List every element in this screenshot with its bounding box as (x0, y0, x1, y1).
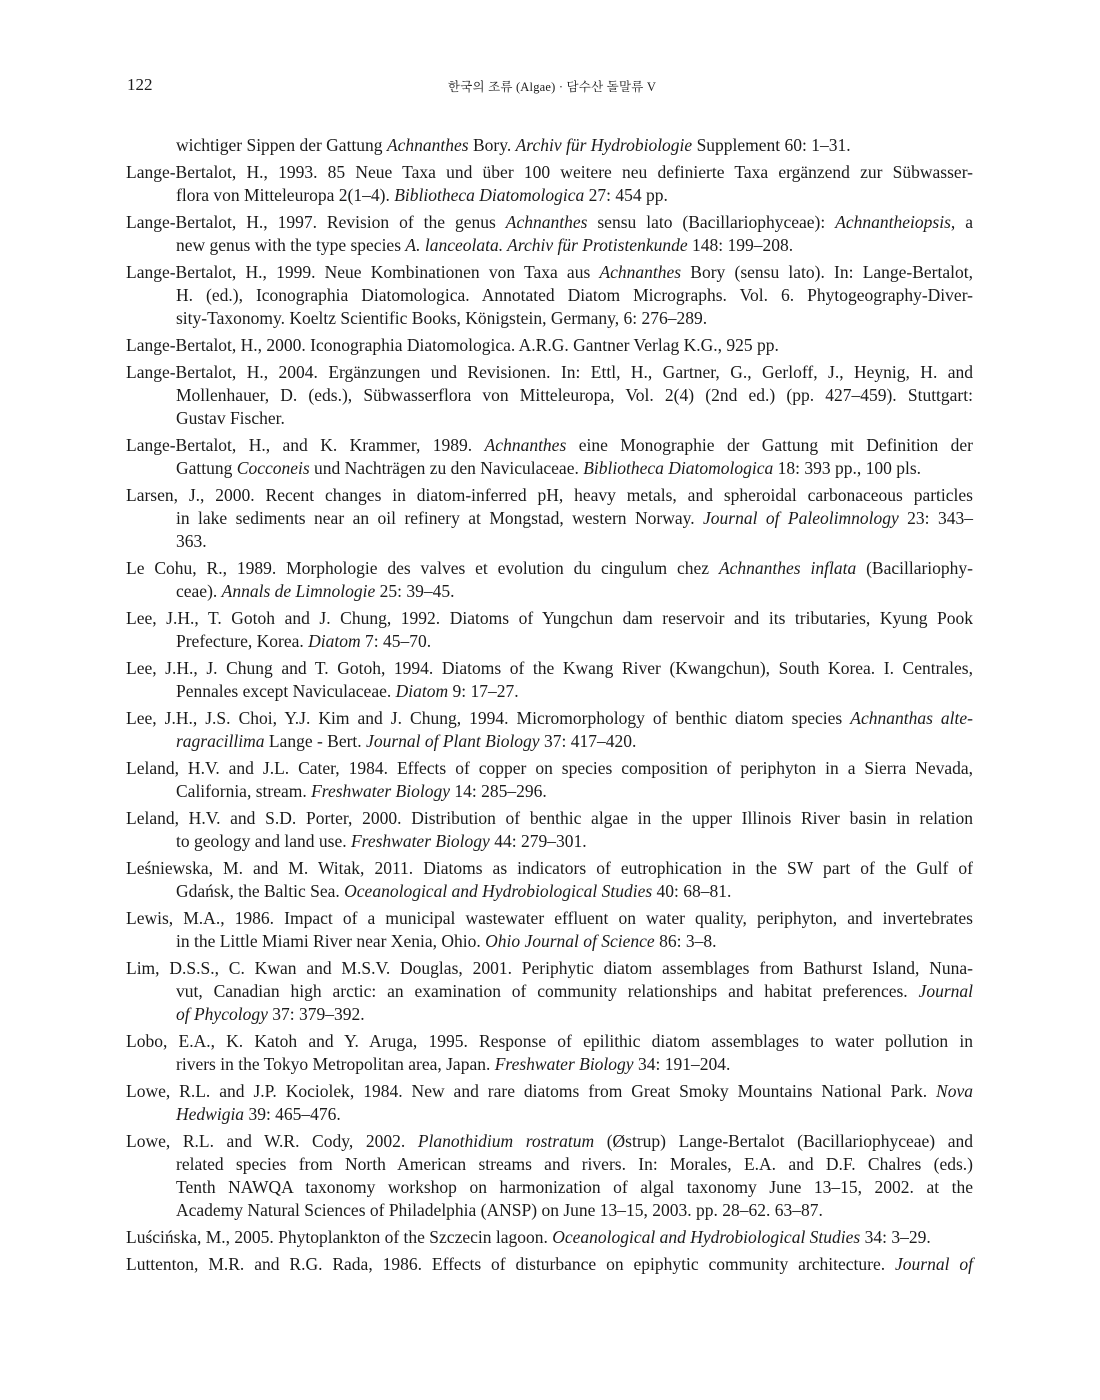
reference-italic-text: Diatom (395, 681, 449, 701)
reference-text: 23: 343– (898, 508, 973, 528)
reference-text: Lim, D.S.S., C. Kwan and M.S.V. Douglas, 2001. Periphytic diatom assemblages from Bathurst Island, Nuna- (126, 958, 973, 978)
reference-line (126, 630, 973, 653)
reference-line (126, 134, 973, 157)
reference-line (126, 361, 973, 384)
reference-text: 14: 285–296. (449, 781, 547, 801)
reference-text: Lange - Bert. (264, 731, 367, 751)
reference-entry (126, 707, 973, 753)
reference-line (126, 607, 973, 630)
reference-entry (126, 334, 973, 357)
reference-italic-text: Achnanthes (599, 262, 682, 282)
reference-text: 37: 379–392. (267, 1004, 365, 1024)
reference-italic-text: Journal of (895, 1254, 973, 1274)
reference-text: sensu lato (Bacillariophyceae): (587, 212, 836, 232)
reference-list (126, 134, 973, 1276)
reference-line (126, 657, 973, 680)
reference-text: Bory. (468, 135, 516, 155)
reference-line (126, 484, 973, 507)
reference-text: Luttenton, M.R. and R.G. Rada, 1986. Effects of disturbance on epiphytic community architecture. (126, 1254, 896, 1274)
reference-italic-text: A. lanceolata. Archiv für Protistenkunde (405, 235, 688, 255)
reference-italic-text: Cocconeis (236, 458, 310, 478)
reference-text: 148: 199–208. (687, 235, 794, 255)
reference-line (126, 457, 973, 480)
reference-line (126, 161, 973, 184)
reference-line (126, 1053, 973, 1076)
reference-line (126, 407, 973, 430)
reference-line (126, 1080, 973, 1103)
reference-line (126, 957, 973, 980)
reference-entry (126, 1226, 973, 1249)
reference-text: Tenth NAWQA taxonomy workshop on harmonization of algal taxonomy June 13–15, 2002. at the (176, 1177, 973, 1197)
reference-text: Lobo, E.A., K. Katoh and Y. Aruga, 1995. Response of epilithic diatom assemblages to water pollution in (126, 1031, 973, 1051)
reference-line (126, 1003, 973, 1026)
reference-text: Lange-Bertalot, H., 2004. Ergänzungen und Revisionen. In: Ettl, H., Gartner, G., Gerloff, J., Heynig, H. and (126, 362, 973, 382)
reference-text: Bory (sensu lato). In: Lange-Bertalot, (681, 262, 973, 282)
reference-italic-text: Journal of Paleolimnology (703, 508, 899, 528)
page-number: 122 (127, 75, 153, 94)
reference-italic-text: Planothidium rostratum (417, 1131, 595, 1151)
reference-italic-text: Journal (918, 981, 973, 1001)
reference-text: 44: 279–301. (489, 831, 587, 851)
reference-text: Leśniewska, M. and M. Witak, 2011. Diatoms as indicators of eutrophication in the SW part of the Gulf of (126, 858, 973, 878)
reference-text: Le Cohu, R., 1989. Morphologie des valves et evolution du cingulum chez (126, 558, 719, 578)
reference-line (126, 507, 973, 530)
reference-line (126, 807, 973, 830)
reference-text: , a (950, 212, 974, 232)
reference-line (126, 680, 973, 703)
reference-entry (126, 907, 973, 953)
reference-text: Lee, J.H., T. Gotoh and J. Chung, 1992. Diatoms of Yungchun dam reservoir and its tributaries, Kyung Pook (126, 608, 973, 628)
reference-line (126, 980, 973, 1003)
reference-text: Lewis, M.A., 1986. Impact of a municipal wastewater effluent on water quality, periphyton, and invertebrates (126, 908, 973, 928)
reference-italic-text: of Phycology (176, 1004, 268, 1024)
reference-line (126, 284, 973, 307)
reference-text: Gustav Fischer. (176, 408, 285, 428)
reference-entry (126, 484, 973, 553)
reference-line (126, 930, 973, 953)
reference-text: 7: 45–70. (360, 631, 432, 651)
reference-text: 27: 454 pp. (584, 185, 668, 205)
reference-line (126, 880, 973, 903)
reference-text: Lange-Bertalot, H., 1993. 85 Neue Taxa und über 100 weitere neu definierte Taxa ergänzend zur Sübwasser- (126, 162, 973, 182)
reference-text: Larsen, J., 2000. Recent changes in diatom-inferred pH, heavy metals, and spheroidal carbonaceous particles (126, 485, 973, 505)
reference-line (126, 757, 973, 780)
reference-line (126, 1199, 973, 1222)
reference-text: Lee, J.H., J. Chung and T. Gotoh, 1994. Diatoms of the Kwang River (Kwangchun), South Korea. I. Centrales, (126, 658, 973, 678)
reference-line (126, 384, 973, 407)
reference-italic-text: Bibliotheca Diatomologica (583, 458, 774, 478)
reference-entry (126, 1253, 973, 1276)
reference-text: (Østrup) Lange-Bertalot (Bacillariophyceae) and (594, 1131, 973, 1151)
reference-italic-text: Archiv für Hydrobiologie (515, 135, 693, 155)
reference-line (126, 1130, 973, 1153)
reference-italic-text: Achnanthas alte- (850, 708, 974, 728)
reference-line (126, 530, 973, 553)
reference-text: Gdańsk, the Baltic Sea. (176, 881, 345, 901)
reference-italic-text: Annals de Limnologie (221, 581, 376, 601)
reference-text: 39: 465–476. (244, 1104, 341, 1124)
reference-line (126, 1226, 973, 1249)
reference-italic-text: Oceanological and Hydrobiological Studies (552, 1227, 861, 1247)
reference-line (126, 557, 973, 580)
reference-text: vut, Canadian high arctic: an examination of community relationships and habitat preferences. (176, 981, 919, 1001)
reference-entry (126, 211, 973, 257)
reference-line (126, 184, 973, 207)
reference-text: (Bacillariophy- (856, 558, 973, 578)
reference-text: Supplement 60: 1–31. (692, 135, 851, 155)
reference-entry (126, 807, 973, 853)
reference-line (126, 907, 973, 930)
reference-text: in the Little Miami River near Xenia, Ohio. (176, 931, 486, 951)
reference-text: 9: 17–27. (448, 681, 519, 701)
reference-line (126, 1176, 973, 1199)
reference-text: Lowe, R.L. and W.R. Cody, 2002. (126, 1131, 418, 1151)
reference-line (126, 434, 973, 457)
reference-text: Luścińska, M., 2005. Phytoplankton of the Szczecin lagoon. (126, 1227, 553, 1247)
reference-italic-text: Bibliotheca Diatomologica (394, 185, 585, 205)
reference-entry (126, 1080, 973, 1126)
reference-italic-text: Hedwigia (176, 1104, 245, 1124)
reference-text: Pennales except Naviculaceae. (176, 681, 396, 701)
reference-text: 34: 3–29. (860, 1227, 931, 1247)
reference-text: Leland, H.V. and S.D. Porter, 2000. Distribution of benthic algae in the upper Illinois River basin in relation (126, 808, 973, 828)
reference-line (126, 1253, 973, 1276)
reference-entry (126, 434, 973, 480)
reference-text: und Nachträgen zu den Naviculaceae. (309, 458, 584, 478)
reference-line (126, 307, 973, 330)
reference-text: 34: 191–204. (633, 1054, 731, 1074)
reference-italic-text: Nova (936, 1081, 973, 1101)
reference-text: 25: 39–45. (375, 581, 455, 601)
reference-text: new genus with the type species (176, 235, 406, 255)
reference-text: Academy Natural Sciences of Philadelphia (ANSP) on June 13–15, 2003. pp. 28–62. 63–87. (176, 1200, 823, 1220)
reference-italic-text: Achnantheiopsis (835, 212, 951, 232)
reference-entry (126, 657, 973, 703)
reference-text: 86: 3–8. (654, 931, 717, 951)
reference-line (126, 211, 973, 234)
reference-text: Prefecture, Korea. (176, 631, 309, 651)
reference-text: Lange-Bertalot, H., 1999. Neue Kombinationen von Taxa aus (126, 262, 600, 282)
reference-entry (126, 161, 973, 207)
reference-entry (126, 1130, 973, 1222)
reference-line (126, 1153, 973, 1176)
reference-entry (126, 607, 973, 653)
reference-line (126, 1030, 973, 1053)
reference-line (126, 830, 973, 853)
reference-text: ceae). (176, 581, 222, 601)
reference-text: Lange-Bertalot, H., and K. Krammer, 1989. (126, 435, 485, 455)
reference-entry (126, 857, 973, 903)
reference-italic-text: Achnanthes (386, 135, 469, 155)
reference-italic-text: Journal of Plant Biology (366, 731, 540, 751)
reference-text: related species from North American streams and rivers. In: Morales, E.A. and D.F. Chalres (eds.) (176, 1154, 973, 1174)
reference-entry (126, 261, 973, 330)
reference-text: Lee, J.H., J.S. Choi, Y.J. Kim and J. Chung, 1994. Micromorphology of benthic diatom species (126, 708, 851, 728)
reference-italic-text: Achnanthes (505, 212, 588, 232)
reference-italic-text: Oceanological and Hydrobiological Studies (344, 881, 653, 901)
reference-text: 37: 417–420. (539, 731, 637, 751)
reference-text: Lange-Bertalot, H., 1997. Revision of the genus (126, 212, 506, 232)
running-title: 한국의 조류 (Algae) · 담수산 돌말류 V (447, 80, 657, 94)
reference-italic-text: ragracillima (176, 731, 265, 751)
reference-text: 363. (176, 531, 207, 551)
reference-entry (126, 134, 973, 157)
reference-entry (126, 1030, 973, 1076)
reference-line (126, 780, 973, 803)
reference-text: 18: 393 pp., 100 pls. (773, 458, 922, 478)
reference-text: Mollenhauer, D. (eds.), Sübwasserflora von Mitteleuropa, Vol. 2(4) (2nd ed.) (pp. 427–459). Stuttgart: (176, 385, 973, 405)
reference-entry (126, 757, 973, 803)
reference-entry (126, 957, 973, 1026)
reference-text: flora von Mitteleuropa 2(1–4). (176, 185, 395, 205)
reference-text: wichtiger Sippen der Gattung (176, 135, 387, 155)
reference-line (126, 234, 973, 257)
reference-italic-text: Freshwater Biology (350, 831, 490, 851)
reference-text: eine Monographie der Gattung mit Definition der (566, 435, 973, 455)
reference-text: California, stream. (176, 781, 312, 801)
reference-text: Lowe, R.L. and J.P. Kociolek, 1984. New and rare diatoms from Great Smoky Mountains National Park. (126, 1081, 937, 1101)
reference-italic-text: Freshwater Biology (311, 781, 450, 801)
reference-text: Gattung (176, 458, 237, 478)
reference-text: to geology and land use. (176, 831, 351, 851)
reference-text: rivers in the Tokyo Metropolitan area, Japan. (176, 1054, 495, 1074)
reference-line (126, 334, 973, 357)
reference-line (126, 261, 973, 284)
reference-line (126, 730, 973, 753)
reference-text: H. (ed.), Iconographia Diatomologica. Annotated Diatom Micrographs. Vol. 6. Phytogeography-Diver- (176, 285, 973, 305)
reference-text: in lake sediments near an oil refinery at Mongstad, western Norway. (176, 508, 704, 528)
reference-text: Leland, H.V. and J.L. Cater, 1984. Effects of copper on species composition of periphyton in a Sierra Nevada, (126, 758, 973, 778)
reference-line (126, 857, 973, 880)
reference-line (126, 580, 973, 603)
reference-line (126, 1103, 973, 1126)
reference-italic-text: Achnanthes (484, 435, 567, 455)
reference-italic-text: Achnanthes inflata (718, 558, 857, 578)
reference-text: Lange-Bertalot, H., 2000. Iconographia Diatomologica. A.R.G. Gantner Verlag K.G., 925 pp. (126, 335, 779, 355)
reference-text: 40: 68–81. (652, 881, 732, 901)
reference-entry (126, 557, 973, 603)
reference-text: sity-Taxonomy. Koeltz Scientific Books, Königstein, Germany, 6: 276–289. (176, 308, 708, 328)
reference-italic-text: Freshwater Biology (494, 1054, 634, 1074)
reference-italic-text: Diatom (308, 631, 361, 651)
reference-entry (126, 361, 973, 430)
reference-italic-text: Ohio Journal of Science (485, 931, 655, 951)
reference-line (126, 707, 973, 730)
